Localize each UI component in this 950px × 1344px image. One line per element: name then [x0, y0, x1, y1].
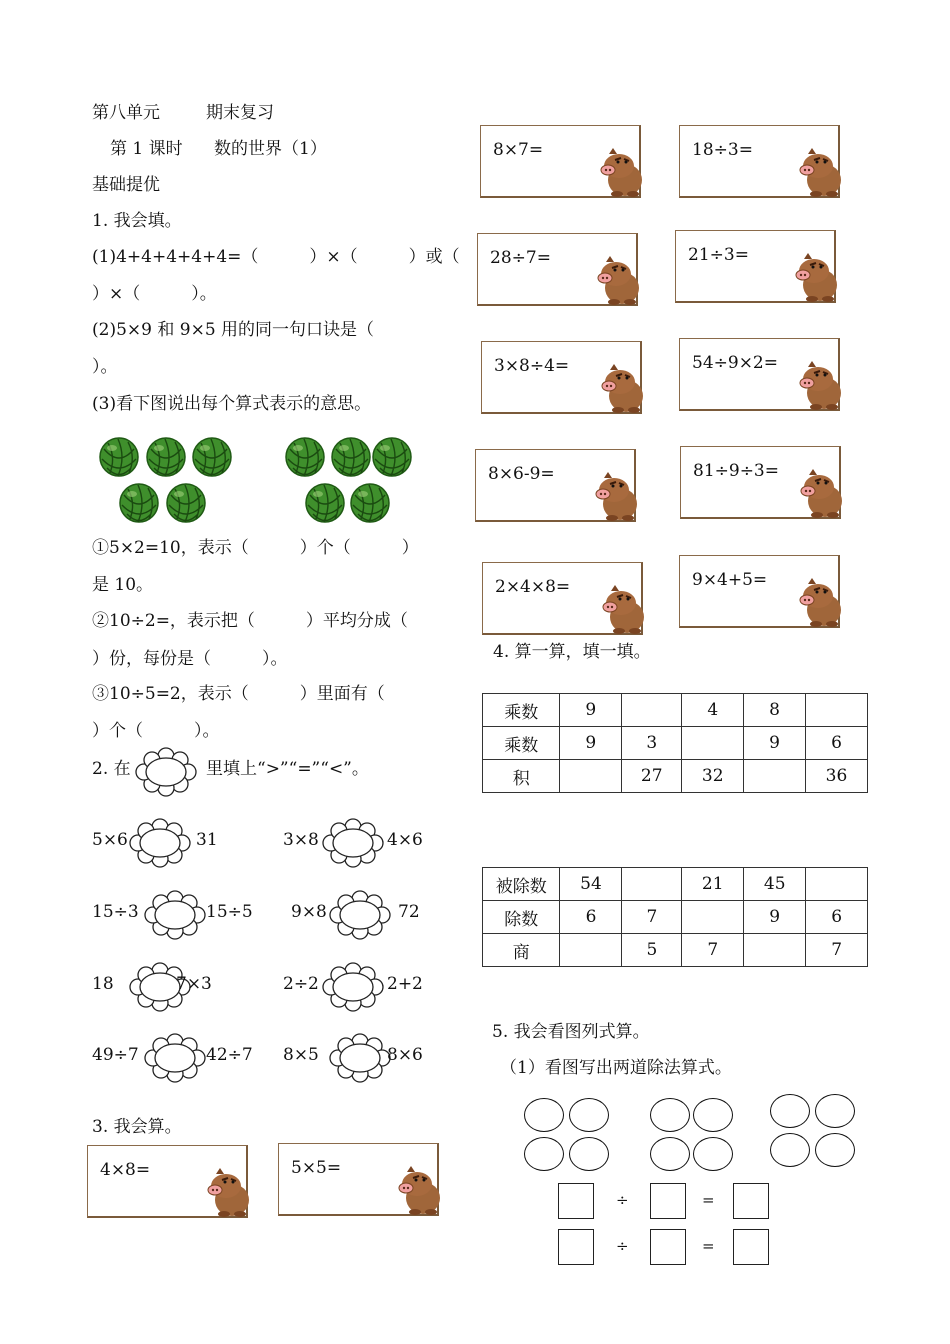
calc-card[interactable]: [679, 125, 840, 198]
multiplication-table: [482, 693, 868, 793]
compare-left-expr: 49÷7: [92, 1045, 139, 1065]
q1-s2-line2: ）份，每份是（ ）。: [92, 649, 288, 669]
watermelon-icon: [118, 483, 162, 525]
calc-card[interactable]: [680, 446, 841, 519]
calc-card[interactable]: [679, 338, 840, 411]
row-header: 乘数: [483, 727, 560, 760]
circle-item: [569, 1137, 609, 1171]
answer-box[interactable]: [733, 1229, 769, 1265]
row-header: 被除数: [483, 868, 560, 901]
calc-expression: 9×4+5=: [692, 570, 768, 590]
watermelon-icon: [98, 437, 142, 479]
unit-label: 第八单元: [92, 103, 160, 123]
watermelon-icon: [145, 437, 189, 479]
boar-icon: [397, 1164, 445, 1218]
row-header: 商: [483, 934, 560, 967]
watermelon-icon: [330, 437, 374, 479]
calc-expression: 2×4×8=: [495, 577, 571, 597]
circle-item: [524, 1137, 564, 1171]
row-header: 积: [483, 760, 560, 793]
watermelon-icon: [349, 483, 393, 525]
table-row: [483, 727, 868, 760]
flower-icon: [134, 747, 198, 797]
flower-icon: [321, 818, 385, 868]
boar-icon: [206, 1166, 254, 1220]
circle-item: [693, 1098, 733, 1132]
table-cell[interactable]: [744, 760, 806, 793]
q1-p1-line1: (1)4+4+4+4+4=（ ）×（ ）或（: [92, 247, 460, 267]
boar-icon: [601, 583, 649, 637]
q5-subtitle: （1）看图写出两道除法算式。: [500, 1058, 732, 1078]
table-cell: 54: [560, 868, 622, 901]
compare-left-expr: 8×5: [283, 1045, 319, 1065]
calc-expression: 21÷3=: [688, 245, 749, 265]
compare-left-expr: 3×8: [283, 830, 319, 850]
q1-title: 1. 我会填。: [92, 211, 182, 231]
circle-item: [650, 1098, 690, 1132]
watermelon-icon: [304, 483, 348, 525]
table-cell: 6: [560, 901, 622, 934]
q2-title-end: 里填上“>”“=”“<”。: [206, 759, 369, 779]
q2-title-start: 2. 在: [92, 759, 131, 779]
compare-right-expr: 2+2: [387, 974, 423, 994]
calc-expression: 81÷9÷3=: [693, 461, 779, 481]
table-row: [483, 901, 868, 934]
flower-icon: [328, 1033, 392, 1083]
calc-expression: 54÷9×2=: [692, 353, 778, 373]
circle-item: [569, 1098, 609, 1132]
table-cell: 4: [682, 694, 744, 727]
flower-icon: [128, 818, 192, 868]
q1-s2-line1: ②10÷2=，表示把（ ）平均分成（: [92, 611, 408, 631]
watermelon-icon: [284, 437, 328, 479]
table-cell: 7: [682, 934, 744, 967]
calc-expression: 18÷3=: [692, 140, 753, 160]
answer-box[interactable]: [650, 1183, 686, 1219]
q1-s1-line2: 是 10。: [92, 575, 154, 595]
calc-card[interactable]: [475, 449, 636, 522]
compare-right-expr: 31: [196, 830, 218, 850]
flower-icon: [143, 890, 207, 940]
compare-right-expr: 42÷7: [206, 1045, 253, 1065]
division-table: [482, 867, 868, 967]
table-cell: 9: [744, 727, 806, 760]
row-header: 乘数: [483, 694, 560, 727]
watermelon-icon: [165, 483, 209, 525]
watermelon-icon: [371, 437, 415, 479]
compare-right-expr: 4×6: [387, 830, 423, 850]
calc-expression: 8×6-9=: [488, 464, 555, 484]
answer-box[interactable]: [558, 1183, 594, 1219]
table-cell: 7: [806, 934, 868, 967]
answer-box[interactable]: [733, 1183, 769, 1219]
compare-left-expr: 2÷2: [283, 974, 319, 994]
table-cell: 27: [622, 760, 682, 793]
table-cell: 32: [682, 760, 744, 793]
compare-right-expr: 72: [398, 902, 420, 922]
table-cell: 7: [622, 901, 682, 934]
flower-icon: [321, 962, 385, 1012]
equals-sign: =: [702, 1237, 715, 1255]
calc-expression: 8×7=: [493, 140, 544, 160]
circle-item: [650, 1137, 690, 1171]
table-cell[interactable]: [744, 934, 806, 967]
calc-card[interactable]: [278, 1143, 439, 1216]
q1-p2-line2: ）。: [92, 357, 118, 377]
answer-box[interactable]: [558, 1229, 594, 1265]
table-cell: 6: [805, 727, 867, 760]
compare-right-expr: 15÷5: [206, 902, 253, 922]
compare-left-expr: 18: [92, 974, 114, 994]
lesson-title: 数的世界（1）: [214, 139, 327, 159]
calc-card[interactable]: [679, 555, 840, 628]
divide-sign: ÷: [616, 1237, 629, 1255]
boar-icon: [599, 146, 647, 200]
calc-expression: 5×5=: [291, 1158, 342, 1178]
boar-icon: [794, 251, 842, 305]
compare-right-expr: 8×6: [387, 1045, 423, 1065]
table-cell: 6: [806, 901, 868, 934]
calc-card[interactable]: [480, 125, 641, 198]
q1-s3-line2: ）个（ ）。: [92, 721, 220, 741]
q1-p3: (3)看下图说出每个算式表示的意思。: [92, 394, 372, 414]
boar-icon: [798, 146, 846, 200]
circle-item: [770, 1094, 810, 1128]
table-cell: 8: [744, 694, 806, 727]
watermelon-icon: [191, 437, 235, 479]
calc-expression: 4×8=: [100, 1160, 151, 1180]
boar-icon: [600, 362, 648, 416]
table-cell[interactable]: [806, 868, 868, 901]
q1-s1-line1: ①5×2=10，表示（ ）个（ ）: [92, 538, 419, 558]
q3-title: 3. 我会算。: [92, 1117, 182, 1137]
table-cell[interactable]: [622, 694, 682, 727]
answer-box[interactable]: [650, 1229, 686, 1265]
table-cell: 9: [560, 694, 622, 727]
circle-item: [815, 1094, 855, 1128]
table-cell: 5: [622, 934, 682, 967]
boar-icon: [594, 470, 642, 524]
q1-p2-line1: (2)5×9 和 9×5 用的同一句口诀是（: [92, 320, 375, 340]
compare-left-expr: 5×6: [92, 830, 128, 850]
section-title: 基础提优: [92, 175, 160, 195]
flower-icon: [328, 890, 392, 940]
flower-icon: [143, 1033, 207, 1083]
table-cell[interactable]: [622, 868, 682, 901]
lesson-label: 第 1 课时: [110, 139, 183, 159]
table-cell: 21: [682, 868, 744, 901]
compare-left-expr: 15÷3: [92, 902, 139, 922]
divide-sign: ÷: [616, 1191, 629, 1209]
boar-icon: [798, 359, 846, 413]
table-row: [483, 760, 868, 793]
table-row: [483, 868, 868, 901]
table-cell: 3: [622, 727, 682, 760]
q4-title: 4. 算一算，填一填。: [493, 642, 651, 662]
q1-p1-line2: ）×（ ）。: [92, 284, 217, 304]
calc-card[interactable]: [87, 1145, 248, 1218]
table-cell[interactable]: [682, 901, 744, 934]
unit-title: 期末复习: [206, 103, 274, 123]
q5-title: 5. 我会看图列式算。: [492, 1022, 650, 1042]
boar-icon: [596, 254, 644, 308]
calc-card[interactable]: [481, 341, 642, 414]
circle-item: [524, 1098, 564, 1132]
table-cell[interactable]: [682, 727, 744, 760]
table-cell[interactable]: [560, 760, 622, 793]
table-cell[interactable]: [560, 934, 622, 967]
boar-icon: [798, 576, 846, 630]
circle-item: [770, 1133, 810, 1167]
compare-right-expr: 7×3: [176, 974, 212, 994]
table-row: [483, 934, 868, 967]
table-cell: 36: [805, 760, 867, 793]
compare-left-expr: 9×8: [291, 902, 327, 922]
table-cell: 45: [744, 868, 806, 901]
boar-icon: [799, 467, 847, 521]
calc-card[interactable]: [477, 233, 638, 306]
circle-item: [693, 1137, 733, 1171]
calc-card[interactable]: [482, 562, 643, 635]
table-cell: 9: [744, 901, 806, 934]
q1-s3-line1: ③10÷5=2，表示（ ）里面有（: [92, 684, 385, 704]
calc-expression: 3×8÷4=: [494, 356, 570, 376]
equals-sign: =: [702, 1191, 715, 1209]
calc-expression: 28÷7=: [490, 248, 551, 268]
table-cell[interactable]: [805, 694, 867, 727]
table-row: [483, 694, 868, 727]
table-cell: 9: [560, 727, 622, 760]
row-header: 除数: [483, 901, 560, 934]
calc-card[interactable]: [675, 230, 836, 303]
circle-item: [815, 1133, 855, 1167]
